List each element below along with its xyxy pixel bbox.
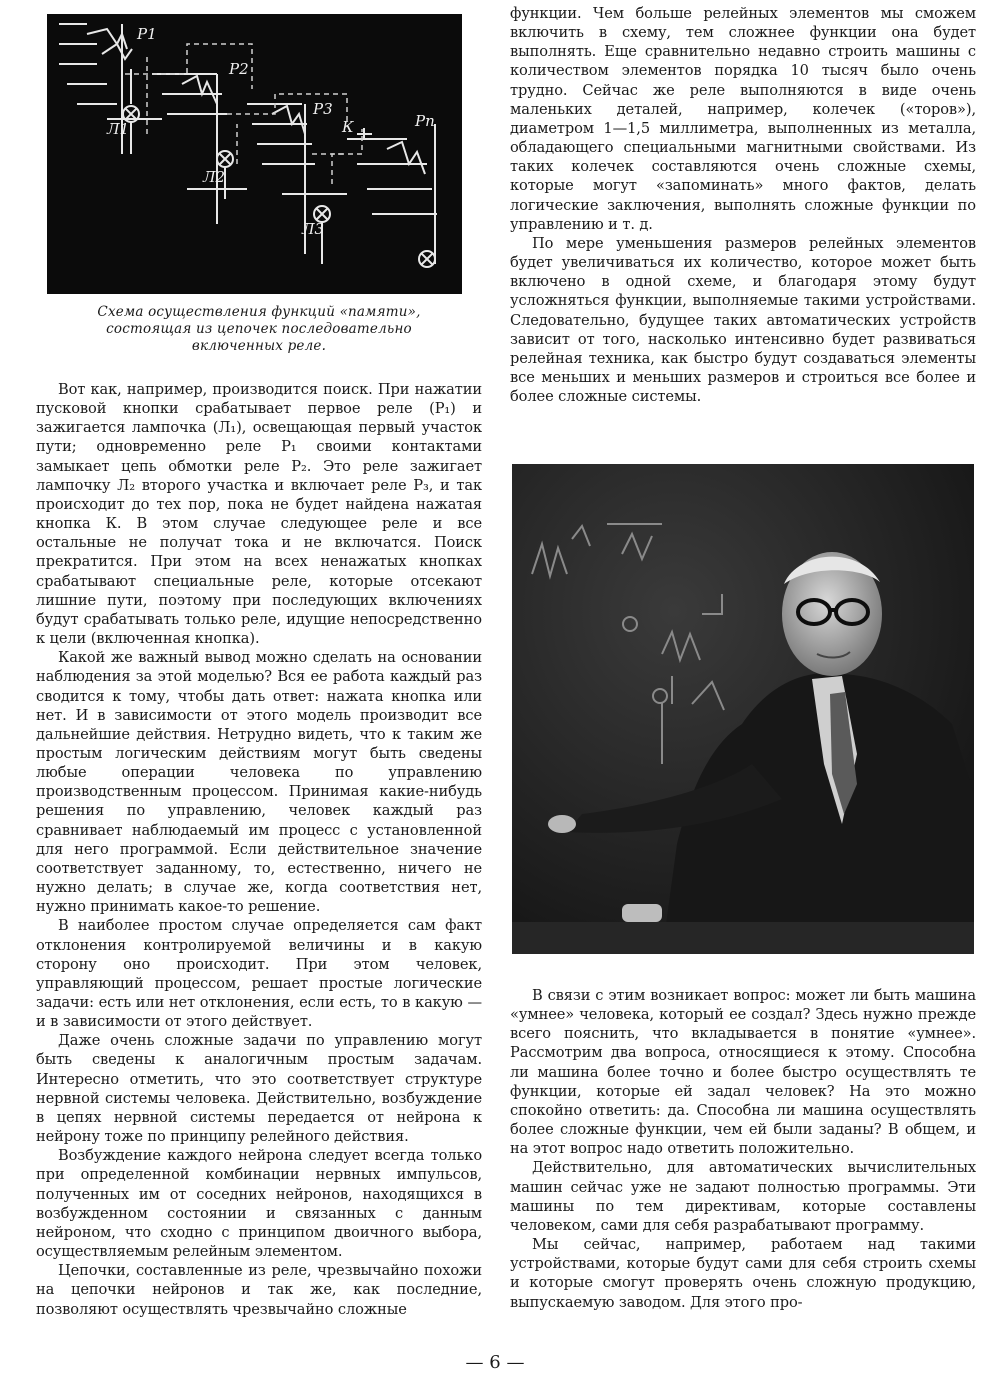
paragraph: Действительно, для автоматических вычислительных машин сейчас уже не задают полностью программы. Эти машины по тем директивам, которые составлены человеком, сами для себя разрабатывают программу. (510, 1159, 976, 1234)
left-column-text (36, 380, 482, 1319)
paragraph: По мере уменьшения размеров релейных элементов будет увеличиваться их количество, которое может быть включено в одной схеме, и благодаря этому будут усложняться функции, выполняемые такими устройствами. Следовательно, будущее таких автоматических устройств зависит от того, насколько интенсивно будет развиваться релейная техника, как быстро будут создаваться элементы все меньших и меньших размеров и строиться все более и более сложные системы. (510, 234, 976, 406)
paragraph: Какой же важный вывод можно сделать на основании наблюдения за этой моделью? Вся ее работа каждый раз сводится к тому, чтобы дать ответ: нажата кнопка или нет. И в зависимости от этого модель производит все дальнейшие действия. Нетрудно видеть, что к таким же простым логическим действиям могут быть сведены любые операции человека по управлению производственным процессом. Принимая какие-нибудь решения по управлению, человек каждый раз сравнивает наблюдаемый им процесс с установленной для него программой. Если действительное значение соответствует заданному, то, естественно, ничего не нужно делать; в случае же, когда соответствия нет, нужно принимать какое-то решение. (36, 649, 482, 916)
page-number: — 6 — (465, 1352, 525, 1373)
paragraph: функции. Чем больше релейных элементов мы сможем включить в схему, тем сложнее функции она будет выполнять. Еще сравнительно недавно строить машины с количеством элементов порядка 10 тысяч было очень трудно. Сейчас же реле выполняются в виде очень маленьких деталей, например, колечек («торов»), диаметром 1—1,5 миллиметра, выполненных из металла, обладающего специальными магнитными свойствами. Из таких колечек составляются очень сложные схемы, которые могут «запоминать» много фактов, делать логические заключения, выполнять сложные функции по управлению и т. д. (510, 5, 976, 233)
right-column-bottom-text (510, 986, 976, 1312)
figure-caption (36, 304, 482, 355)
lecturer-photo-drawing (512, 464, 974, 954)
label-relay-n: Рn (415, 112, 435, 130)
label-lamp-1: Л1 (107, 120, 130, 138)
caption-line: включенных реле. (191, 338, 327, 354)
relay-schematic-drawing (47, 14, 462, 294)
label-lamp-2: Л2 (203, 168, 226, 186)
paragraph: Мы сейчас, например, работаем над такими устройствами, которые будут сами для себя строить схемы и которые смогут проверять очень сложную продукцию, выпускаемую заводом. Для этого про- (510, 1236, 976, 1311)
paragraph: Цепочки, составленные из реле, чрезвычайно похожи на цепочки нейронов и так же, как последние, позволяют осуществлять чрезвычайно сложные (36, 1262, 482, 1318)
paragraph: В наиболее простом случае определяется сам факт отклонения контролируемой величины и в какую сторону оно происходит. При этом человек, управляющий процессом, решает простые логические задачи: есть или нет отклонения, если есть, то в какую — и в зависимости от этого действует. (36, 917, 482, 1031)
right-column-top-text (510, 4, 976, 406)
caption-line: состоящая из цепочек последовательно (106, 321, 412, 337)
label-lamp-3: Л3 (302, 220, 325, 238)
caption-line: Схема осуществления функций «памяти», (97, 304, 421, 320)
paragraph: Даже очень сложные задачи по управлению могут быть сведены к аналогичным простым задачам. Интересно отметить, что это соответствует структуре нервной системы человека. Действительно, возбуждение в цепях нервной системы передается от нейрона к нейрону тоже по принципу релейного действия. (36, 1032, 482, 1146)
paragraph: В связи с этим возникает вопрос: может ли быть машина «умнее» человека, который ее создал? Здесь нужно прежде всего пояснить, что вкладывается в понятие «умнее». Рассмотрим два вопроса, относящиеся к этому. Способна ли машина более точно и более быстро осуществлять те функции, которые ей задал человек? На это можно спокойно ответить: да. Способна ли машина осуществлять более сложные функции, чем ей были заданы? В общем, и на этот вопрос надо ответить положительно. (510, 987, 976, 1158)
label-relay-3: Р3 (313, 100, 333, 118)
paragraph: Вот как, например, производится поиск. При нажатии пусковой кнопки срабатывает первое реле (Р₁) и зажигается лампочка (Л₁), освещающая первый участок пути; одновременно реле Р₁ своими контактами замыкает цепь обмотки реле Р₂. Это реле зажигает лампочку Л₂ второго участка и включает реле Р₃, и так происходит до тех пор, пока не будет найдена нажатая кнопка К. В этом случае следующее реле и все остальные не получат тока и не включатся. Поиск прекратится. При этом на всех ненажатых кнопках срабатывают специальные реле, которые отсекают лишние пути, поэтому при последующих включениях будут срабатывать только реле, идущие непосредственно к цели (включенная кнопка). (36, 381, 482, 648)
label-button-k: К (342, 118, 354, 136)
label-relay-1: Р1 (137, 25, 157, 43)
paragraph: Возбуждение каждого нейрона следует всегда только при определенной комбинации нервных импульсов, полученных им от соседних нейронов, находящихся в возбужденном состоянии и связанных с данным нейроном, что сходно с принципом двоичного выбора, осуществляемым релейным элементом. (36, 1147, 482, 1261)
label-relay-2: Р2 (229, 60, 249, 78)
relay-schematic-figure (47, 14, 462, 294)
lecturer-photo (512, 464, 974, 954)
